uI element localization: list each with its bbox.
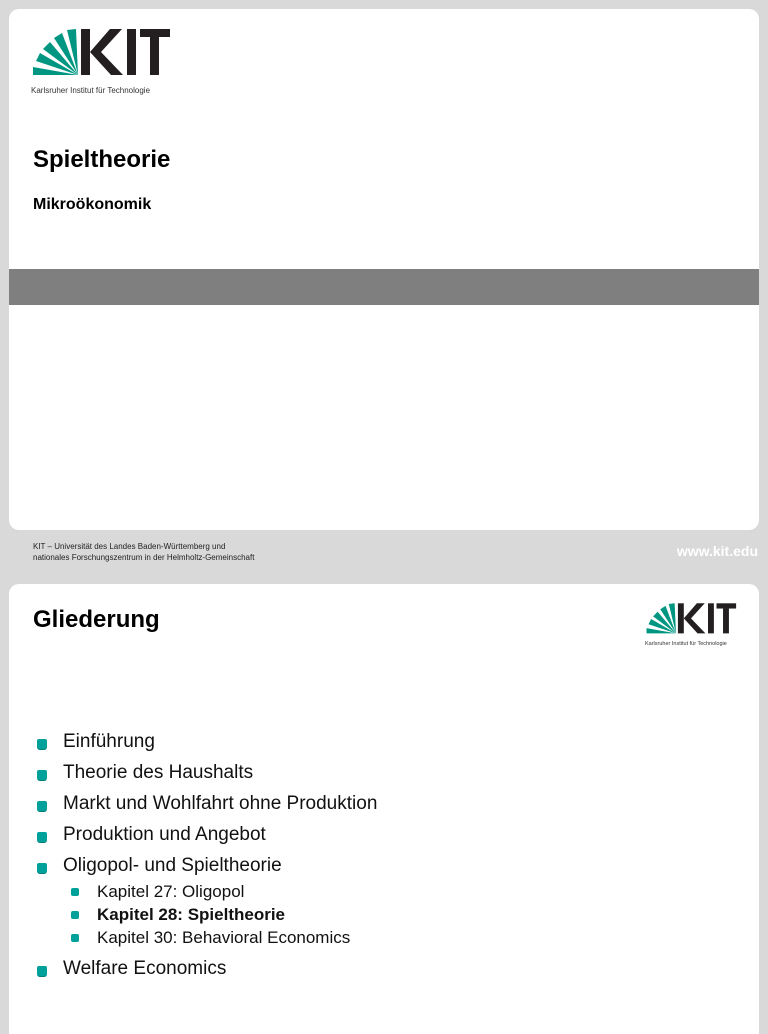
agenda-list xyxy=(37,729,697,987)
sublist-item xyxy=(71,881,697,904)
kit-logo-icon xyxy=(31,27,171,79)
list-item-label: Welfare Economics xyxy=(63,958,227,979)
title-band xyxy=(9,269,759,305)
kit-logo-icon xyxy=(645,602,737,636)
bullet-icon xyxy=(37,801,47,812)
bullet-icon xyxy=(71,934,79,942)
list-item-label: Theorie des Haushalts xyxy=(63,762,254,783)
bullet-icon xyxy=(37,770,47,781)
footer-line-2: nationales Forschungszentrum in der Helmholtz-Gemeinschaft xyxy=(33,553,255,562)
sublist-item xyxy=(71,927,697,950)
list-item xyxy=(37,791,697,822)
footer-line-1: KIT – Universität des Landes Baden-Württemberg und xyxy=(33,542,226,551)
bullet-icon xyxy=(37,739,47,750)
bullet-icon xyxy=(37,863,47,874)
list-item xyxy=(37,822,697,853)
footer-url[interactable]: www.kit.edu xyxy=(676,543,758,559)
bullet-icon xyxy=(37,832,47,843)
sublist-item-label: Kapitel 30: Behavioral Economics xyxy=(97,928,351,947)
kit-logo xyxy=(31,27,171,95)
title-slide xyxy=(9,9,759,530)
sublist-item-label: Kapitel 27: Oligopol xyxy=(97,882,245,901)
slide-subtitle: Mikroökonomik xyxy=(33,196,152,213)
agenda-slide xyxy=(9,584,759,1034)
list-item-label: Oligopol- und Spieltheorie xyxy=(63,855,282,876)
bullet-icon xyxy=(71,911,79,919)
logo-subtext: Karlsruher Institut für Technologie xyxy=(645,641,727,647)
slide-footer xyxy=(33,541,433,563)
bullet-icon xyxy=(71,888,79,896)
slide-title: Spieltheorie xyxy=(33,146,171,173)
bullet-icon xyxy=(37,966,47,977)
kit-logo-small xyxy=(645,602,737,647)
list-item xyxy=(37,956,697,987)
list-item-label: Einführung xyxy=(63,731,155,752)
list-item-label: Produktion und Angebot xyxy=(63,824,266,845)
sublist-item-active xyxy=(71,904,697,927)
list-item xyxy=(37,729,697,760)
list-item xyxy=(37,853,697,881)
list-item-label: Markt und Wohlfahrt ohne Produktion xyxy=(63,793,378,814)
sublist-item-label: Kapitel 28: Spieltheorie xyxy=(97,905,285,924)
list-item xyxy=(37,760,697,791)
sublist xyxy=(37,881,697,950)
logo-subtext: Karlsruher Institut für Technologie xyxy=(31,86,151,95)
agenda-title: Gliederung xyxy=(33,606,160,633)
